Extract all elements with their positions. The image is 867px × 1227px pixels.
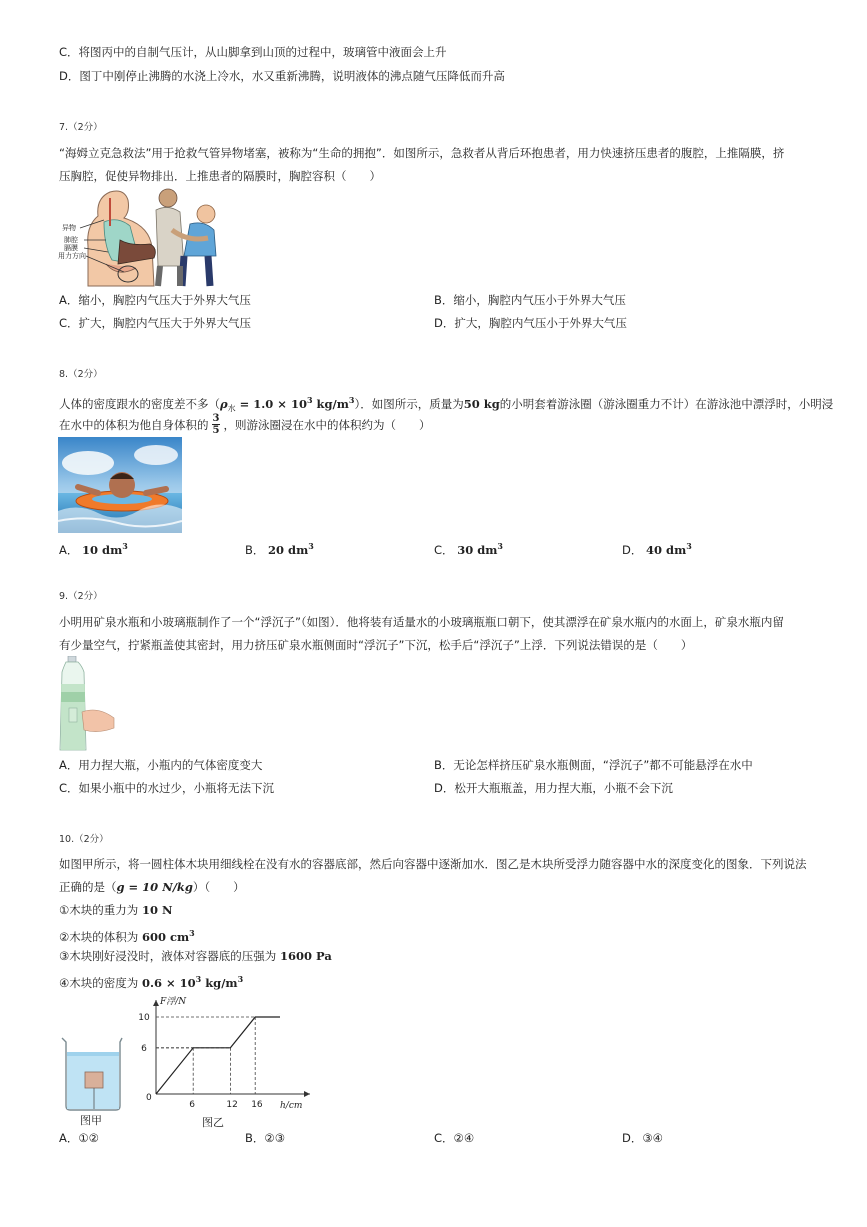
q10-beaker-figure	[58, 1034, 124, 1126]
statement-4-value: 0.6 × 10	[141, 975, 196, 990]
x-tick-6: 6	[189, 1100, 195, 1110]
q10-option-b[interactable]: B．②③	[245, 1131, 286, 1145]
chart-marks	[138, 1013, 280, 1110]
y-axis-label: F浮/N	[160, 997, 187, 1007]
q7-header: 7.（2分）	[59, 122, 103, 133]
x-tick-16: 16	[251, 1100, 263, 1110]
q8-option-a-letter: A．	[59, 542, 79, 557]
q7-stem-line1: “海姆立克急救法”用于抢救气管异物堵塞，被称为“生命的拥抱”．如图所示，急救者从背后环抱患者，用力快速挤压患者的腹腔，上推隔膜，挤	[59, 146, 785, 160]
q10-buoyancy-chart	[134, 992, 324, 1128]
fraction	[212, 413, 221, 436]
fig-jia-caption: 图甲	[80, 1114, 102, 1126]
q9-option-a[interactable]: A．用力捏大瓶，小瓶内的气体密度变大	[59, 758, 263, 772]
rho-symbol: ρ	[220, 396, 228, 411]
q6-option-c: C．将图丙中的自制气压计，从山脚拿到山顶的过程中，玻璃管中液面会上升	[59, 45, 447, 59]
q10-statement-2	[59, 925, 195, 945]
q7-option-b[interactable]: B．缩小，胸腔内气压小于外界大气压	[434, 293, 626, 307]
q8-text-c: 的小明套着游泳圈（游泳圈重力不计）在游泳池中漂浮时，小明浸	[499, 396, 834, 411]
q8-text-b: ）．如图所示，质量为	[354, 396, 464, 411]
q10-statement-3	[59, 948, 332, 964]
x-axis-label: h/cm	[280, 1101, 303, 1111]
fraction-numerator: 3	[212, 413, 220, 424]
statement-3-text: ③木块刚好浸没时，液体对容器底的压强为	[59, 949, 277, 963]
fig-label-diaphragm: 膈膜	[64, 244, 78, 252]
q10-option-c[interactable]: C．②④	[434, 1131, 475, 1145]
q8-option-c-exp: 3	[497, 541, 503, 551]
mass-value: 50 kg	[463, 396, 500, 411]
q8-text-e: ，则游泳圈浸在水中的体积约为（ ）	[223, 417, 431, 432]
q10-option-d[interactable]: D．③④	[622, 1131, 663, 1145]
statement-3-value: 1600 Pa	[279, 949, 332, 963]
rho-exponent: 3	[306, 395, 313, 405]
q8-option-a[interactable]	[59, 538, 128, 558]
x-axis-arrow	[304, 1091, 310, 1097]
q8-option-b-letter: B．	[245, 542, 265, 557]
statement-1-value: 10 N	[141, 903, 173, 917]
q8-option-d-letter: D．	[622, 542, 643, 557]
q10-text-a: 正确的是（	[59, 880, 117, 894]
rho-value: = 1.0 × 10	[235, 396, 307, 411]
x-tick-12: 12	[226, 1100, 238, 1110]
y-tick-6: 6	[141, 1043, 147, 1054]
q10-statement-4	[59, 971, 243, 991]
q8-option-a-value: 10 dm	[82, 542, 123, 557]
q6-option-d: D．图丁中刚停止沸腾的水浇上冷水，水又重新沸腾，说明液体的沸点随气压降低而升高	[59, 69, 505, 83]
q10-statement-1	[59, 902, 173, 918]
statement-2-text: ②木块的体积为	[59, 929, 139, 944]
statement-4-text: ④木块的密度为	[59, 975, 139, 990]
q9-option-c[interactable]: C．如果小瓶中的水过少，小瓶将无法下沉	[59, 781, 275, 795]
q8-option-b-value: 20 dm	[268, 542, 309, 557]
statement-4-unit: kg/m	[201, 975, 238, 990]
fraction-denominator: 5	[212, 425, 220, 436]
y-tick-10: 10	[138, 1013, 150, 1023]
rho-subscript: 水	[227, 404, 236, 414]
q10-header: 10.（2分）	[59, 834, 109, 845]
fig-label-foreign-body: 异物	[62, 224, 76, 232]
fig-label-force: 用力方向	[58, 252, 86, 260]
statement-2-exp: 3	[189, 928, 195, 938]
q7-option-c[interactable]: C．扩大，胸腔内气压大于外界大气压	[59, 316, 252, 330]
q9-stem-line1: 小明用矿泉水瓶和小玻璃瓶制作了一个“浮沉子”（如图）．他将装有适量水的小玻璃瓶瓶口朝下，使其漂浮在矿泉水瓶内的水面上，矿泉水瓶内留	[59, 615, 784, 629]
q10-stem-line1: 如图甲所示，将一圆柱体木块用细线栓在没有水的容器底部，然后向容器中逐渐加水．图乙是木块所受浮力随容器中水的深度变化的图象．下列说法	[59, 857, 807, 871]
q10-text-b: ）（ ）	[192, 880, 245, 894]
q8-option-c-value: 30 dm	[457, 542, 498, 557]
q8-text-a: 人体的密度跟水的密度差不多（	[59, 396, 220, 411]
q8-option-b[interactable]	[245, 538, 314, 558]
q9-cartesian-diver-figure	[58, 656, 116, 752]
q10-option-a[interactable]: A．①②	[59, 1131, 99, 1145]
q9-option-d[interactable]: D．松开大瓶瓶盖，用力捏大瓶，小瓶不会下沉	[434, 781, 673, 795]
q8-swimming-photo	[58, 437, 182, 533]
statement-4-unit-exp: 3	[237, 974, 244, 984]
gravity-value: g = 10 N/kg	[116, 880, 193, 894]
q8-option-b-exp: 3	[308, 541, 314, 551]
rho-unit: kg/m	[312, 396, 349, 411]
statement-1-text: ①木块的重力为	[59, 903, 139, 917]
fig-yi-caption: 图乙	[202, 1116, 224, 1128]
q7-stem-line2: 压胸腔，促使异物排出．上推患者的隔膜时，胸腔容积（ ）	[59, 169, 381, 183]
q8-option-d-exp: 3	[686, 541, 692, 551]
buoyancy-chart-svg	[134, 992, 324, 1128]
q9-option-b[interactable]: B．无论怎样挤压矿泉水瓶侧面，“浮沉子”都不可能悬浮在水中	[434, 758, 753, 772]
statement-2-value: 600 cm	[141, 929, 190, 944]
q9-header: 9.（2分）	[59, 591, 103, 602]
q8-option-a-exp: 3	[122, 541, 128, 551]
origin-label: 0	[146, 1093, 152, 1103]
q7-option-d[interactable]: D．扩大，胸腔内气压小于外界大气压	[434, 316, 627, 330]
statement-4-exp: 3	[195, 974, 202, 984]
q7-option-a[interactable]: A．缩小，胸腔内气压大于外界大气压	[59, 293, 251, 307]
q10-stem-line2	[59, 879, 245, 895]
q8-option-c-letter: C．	[434, 542, 454, 557]
q8-option-c[interactable]	[434, 538, 503, 558]
q9-stem-line2: 有少量空气，拧紧瓶盖使其密封，用力挤压矿泉水瓶侧面时“浮沉子”下沉，松手后“浮沉子”上浮．下列说法错误的是（ ）	[59, 638, 693, 652]
q7-heimlich-figure	[58, 186, 218, 288]
q8-text-d: 在水中的体积为他自身体积的	[59, 417, 209, 432]
q8-header: 8.（2分）	[59, 369, 103, 380]
q8-option-d-value: 40 dm	[646, 542, 687, 557]
buoyancy-line	[156, 1017, 280, 1094]
q8-option-d[interactable]	[622, 538, 692, 558]
y-axis-arrow	[153, 1000, 159, 1006]
fig-label-lung: 肺腔	[64, 236, 78, 244]
rho-unit-exponent: 3	[348, 395, 355, 405]
